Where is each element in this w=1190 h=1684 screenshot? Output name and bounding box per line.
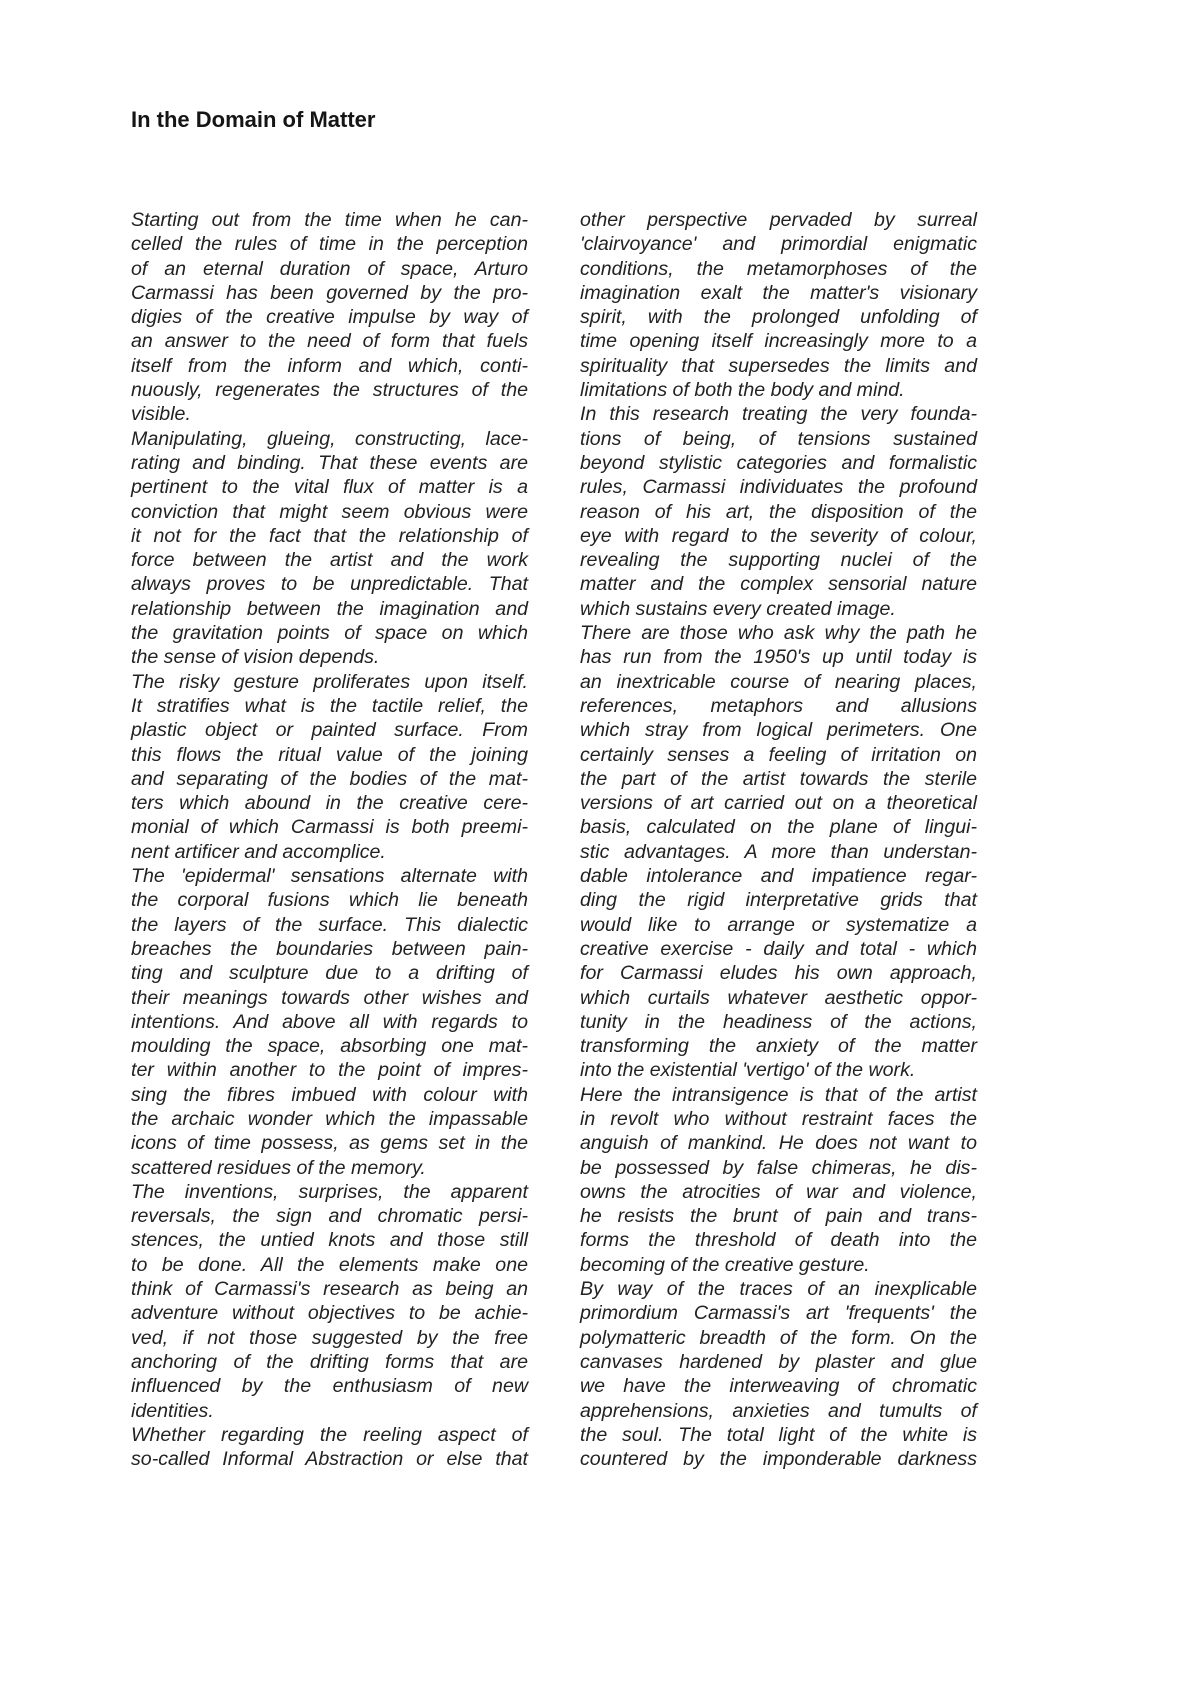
text-line: the sense of vision depends. (131, 646, 380, 669)
text-line: of an eternal duration of space, Arturo (131, 257, 528, 280)
text-line: pertinent to the vital flux of matter is a (131, 476, 528, 499)
text-line: ved, if not those suggested by the free (131, 1326, 528, 1349)
text-line: Starting out from the time when he can- (131, 209, 528, 231)
text-line: By way of the traces of an inexplicable (580, 1278, 977, 1301)
text-line: the gravitation points of space on which (131, 622, 528, 645)
text-line: owns the atrocities of war and violence, (580, 1180, 977, 1203)
text-line: he resists the brunt of pain and trans- (580, 1205, 977, 1228)
text-line: nuously, regenerates the structures of the (131, 379, 528, 402)
text-line: revealing the supporting nuclei of the (580, 549, 977, 572)
text-line: visible. (131, 403, 191, 426)
text-line: reason of his art, the disposition of the (580, 500, 977, 523)
text-line: limitations of both the body and mind. (580, 379, 905, 402)
text-line: the archaic wonder which the impassable (131, 1107, 528, 1130)
text-line: stic advantages. A more than understan- (580, 840, 977, 863)
text-line: Here the intransigence is that of the artist (580, 1083, 977, 1106)
text-line: certainly senses a feeling of irritation on (580, 743, 977, 766)
text-line: this flows the ritual value of the joining (131, 743, 528, 766)
text-line: an inextricable course of nearing places, (580, 670, 977, 693)
text-line: digies of the creative impulse by way of (131, 306, 528, 329)
text-line: stences, the untied knots and those still (131, 1229, 528, 1252)
text-line: moulding the space, absorbing one mat- (131, 1035, 528, 1058)
text-line: the corporal fusions which lie beneath (131, 889, 528, 912)
text-line: to be done. All the elements make one (131, 1253, 528, 1276)
text-line: tions of being, of tensions sustained (580, 427, 977, 450)
text-line: identities. (131, 1399, 214, 1422)
text-line: icons of time possess, as gems set in the (131, 1132, 528, 1155)
text-line: transforming the anxiety of the matter (580, 1035, 977, 1058)
text-line: scattered residues of the memory. (131, 1156, 426, 1179)
text-line: There are those who ask why the path he (580, 622, 977, 645)
text-line: the soul. The total light of the white is (580, 1423, 977, 1446)
text-line: ding the rigid interpretative grids that (580, 889, 977, 912)
text-line: In this research treating the very founda- (580, 403, 977, 426)
text-line: forms the threshold of death into the (580, 1229, 977, 1252)
text-line: think of Carmassi's research as being an (131, 1278, 528, 1301)
text-line: and separating of the bodies of the mat- (131, 767, 528, 790)
text-line: breaches the boundaries between pain- (131, 937, 528, 960)
text-line: ters which abound in the creative cere- (131, 792, 528, 815)
text-line: ter within another to the point of impres- (131, 1059, 528, 1082)
text-line: force between the artist and the work (131, 549, 528, 572)
text-line: it not for the fact that the relationship of (131, 524, 528, 547)
text-line: imagination exalt the matter's visionary (580, 281, 977, 304)
text-line: polymatteric breadth of the form. On the (580, 1326, 977, 1349)
text-line: their meanings towards other wishes and (131, 986, 528, 1009)
text-line: It stratifies what is the tactile relief, the (131, 694, 528, 717)
text-line: conviction that might seem obvious were (131, 500, 528, 523)
text-line: be possessed by false chimeras, he dis- (580, 1156, 977, 1179)
text-line: becoming of the creative gesture. (580, 1253, 870, 1276)
text-line: intentions. And above all with regards to (131, 1010, 528, 1033)
text-line: other perspective pervaded by surreal (580, 209, 977, 231)
text-line: always proves to be unpredictable. That (131, 573, 528, 596)
text-line: rating and binding. That these events are (131, 451, 528, 474)
text-line: has run from the 1950's up until today is (580, 646, 977, 669)
text-line: The risky gesture proliferates upon itself. (131, 670, 528, 693)
text-line: creative exercise - daily and total - which (580, 937, 977, 960)
text-line: ting and sculpture due to a drifting of (131, 962, 528, 985)
text-line: versions of art carried out on a theoretical (580, 792, 977, 815)
text-line: for Carmassi eludes his own approach, (580, 962, 977, 985)
text-line: spirituality that supersedes the limits and (580, 354, 977, 377)
text-line: beyond stylistic categories and formalistic (580, 451, 977, 474)
text-line: Manipulating, glueing, constructing, lace- (131, 427, 528, 450)
text-line: Whether regarding the reeling aspect of (131, 1423, 528, 1446)
text-line: which stray from logical perimeters. One (580, 719, 977, 742)
text-line: apprehensions, anxieties and tumults of (580, 1399, 977, 1422)
text-line: adventure without objectives to be achie- (131, 1302, 528, 1325)
text-line: celled the rules of time in the perception (131, 233, 528, 256)
text-line: into the existential 'vertigo' of the work. (580, 1059, 916, 1082)
text-line: monial of which Carmassi is both preemi- (131, 816, 528, 839)
text-line: matter and the complex sensorial nature (580, 573, 977, 596)
text-line: canvases hardened by plaster and glue (580, 1350, 977, 1373)
text-line: so-called Informal Abstraction or else that (131, 1448, 528, 1471)
page-title: In the Domain of Matter (131, 107, 376, 132)
text-line: an answer to the need of form that fuels (131, 330, 528, 353)
text-line: The 'epidermal' sensations alternate with (131, 865, 528, 888)
text-line: the part of the artist towards the sterile (580, 767, 977, 790)
text-line: anguish of mankind. He does not want to (580, 1132, 977, 1155)
text-line: primordium Carmassi's art 'frequents' the (580, 1302, 977, 1325)
text-line: spirit, with the prolonged unfolding of (580, 306, 977, 329)
text-line: conditions, the metamorphoses of the (580, 257, 977, 280)
text-line: basis, calculated on the plane of lingui- (580, 816, 977, 839)
text-column-left (131, 208, 528, 1471)
text-line: relationship between the imagination and (131, 597, 528, 620)
text-column-right (580, 208, 977, 1471)
text-line: The inventions, surprises, the apparent (131, 1180, 528, 1203)
text-line: plastic object or painted surface. From (131, 719, 528, 742)
text-line: eye with regard to the severity of colour, (580, 524, 977, 547)
text-line: sing the fibres imbued with colour with (131, 1083, 528, 1106)
text-line: which sustains every created image. (580, 597, 896, 620)
text-line: would like to arrange or systematize a (580, 913, 977, 936)
text-line: itself from the inform and which, conti- (131, 354, 528, 377)
text-line: the layers of the surface. This dialectic (131, 913, 528, 936)
text-line: we have the interweaving of chromatic (580, 1375, 977, 1398)
text-line: in revolt who without restraint faces the (580, 1107, 977, 1130)
text-line: reversals, the sign and chromatic persi- (131, 1205, 528, 1228)
text-line: 'clairvoyance' and primordial enigmatic (580, 233, 977, 256)
text-line: influenced by the enthusiasm of new (131, 1375, 528, 1398)
text-line: dable intolerance and impatience regar- (580, 865, 977, 888)
text-line: references, metaphors and allusions (580, 694, 977, 717)
text-line: which curtails whatever aesthetic oppor- (580, 986, 977, 1009)
text-line: rules, Carmassi individuates the profound (580, 476, 977, 499)
text-line: time opening itself increasingly more to a (580, 330, 977, 353)
text-line: Carmassi has been governed by the pro- (131, 281, 528, 304)
text-line: countered by the imponderable darkness (580, 1448, 977, 1471)
text-line: tunity in the headiness of the actions, (580, 1010, 977, 1033)
text-line: nent artificer and accomplice. (131, 840, 386, 863)
text-line: anchoring of the drifting forms that are (131, 1350, 528, 1373)
